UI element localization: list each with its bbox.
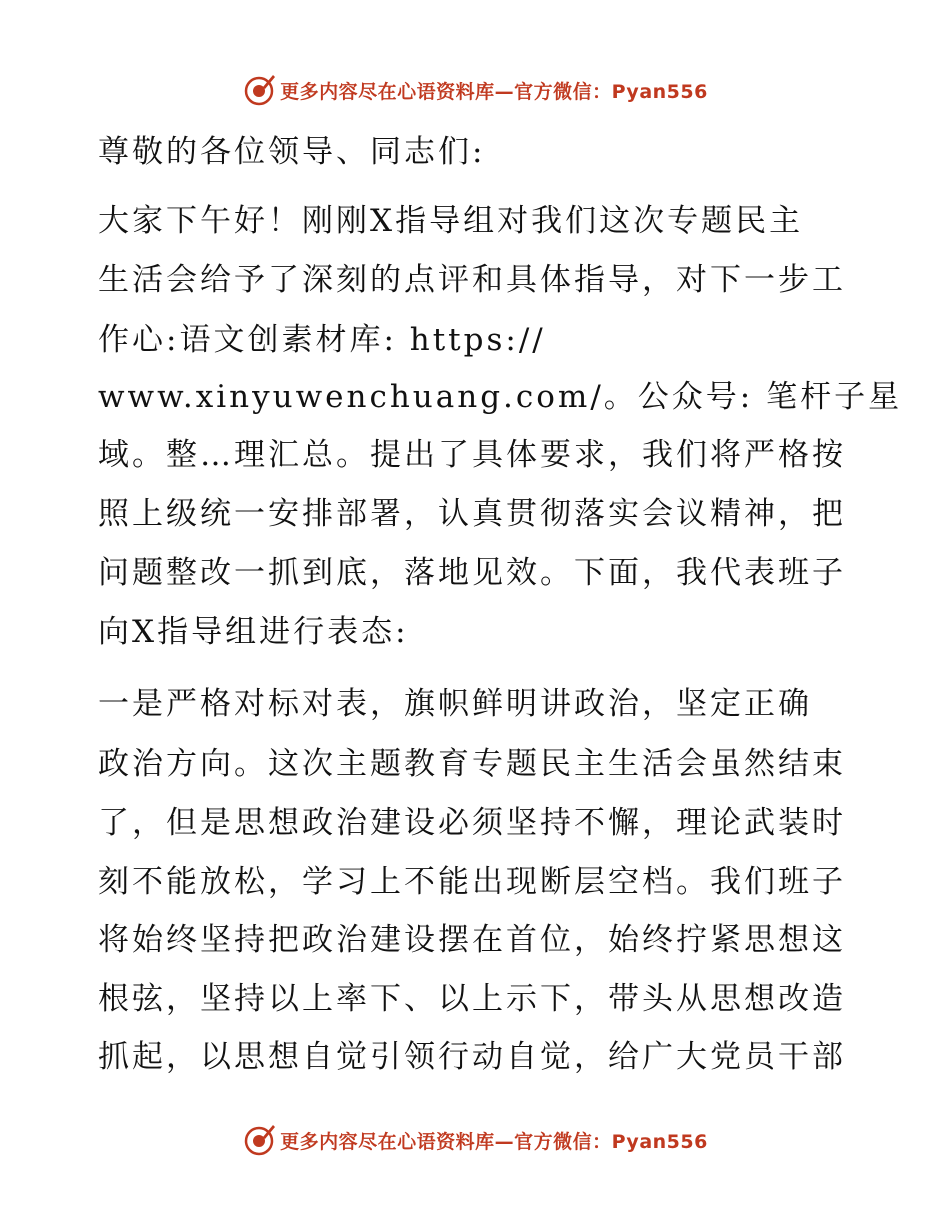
watermark-text: 更多内容尽在心语资料库—官方微信：Pyan556 (280, 80, 708, 103)
document-line: 将始终坚持把政治建设摆在首位，始终拧紧思想这 (98, 922, 846, 958)
document-line: 根弦，坚持以上率下、以上示下，带头从思想改造 (98, 981, 846, 1017)
document-line: 问题整改一抓到底，落地见效。下面，我代表班子 (98, 555, 846, 591)
pen-circle-logo-icon (242, 73, 276, 107)
document-line: www.xinyuwenchuang.com/。公众号: 笔杆子星 (98, 379, 903, 415)
document-line: 域。整…理汇总。提出了具体要求，我们将严格按 (98, 437, 846, 473)
document-line: 刻不能放松，学习上不能出现断层空档。我们班子 (98, 864, 846, 900)
document-line: 政治方向。这次主题教育专题民主生活会虽然结束 (98, 746, 846, 782)
document-line: 了，但是思想政治建设必须坚持不懈，理论武装时 (98, 805, 846, 841)
pen-circle-logo-icon (242, 1123, 276, 1157)
document-line: 向X指导组进行表态: (98, 614, 409, 650)
document-line: 抓起，以思想自觉引领行动自觉，给广大党员干部 (98, 1039, 846, 1075)
watermark-text: 更多内容尽在心语资料库—官方微信：Pyan556 (280, 1130, 708, 1153)
document-line: 一是严格对标对表，旗帜鲜明讲政治，坚定正确 (98, 686, 812, 722)
document-line: 作心:语文创素材库: https:// (98, 322, 546, 358)
header-watermark (0, 70, 950, 110)
document-line: 生活会给予了深刻的点评和具体指导，对下一步工 (98, 262, 846, 298)
document-line: 尊敬的各位领导、同志们: (98, 134, 486, 170)
document-line: 大家下午好！刚刚X指导组对我们这次专题民主 (98, 203, 804, 239)
footer-watermark (0, 1120, 950, 1160)
document-line: 照上级统一安排部署，认真贯彻落实会议精神，把 (98, 496, 846, 532)
